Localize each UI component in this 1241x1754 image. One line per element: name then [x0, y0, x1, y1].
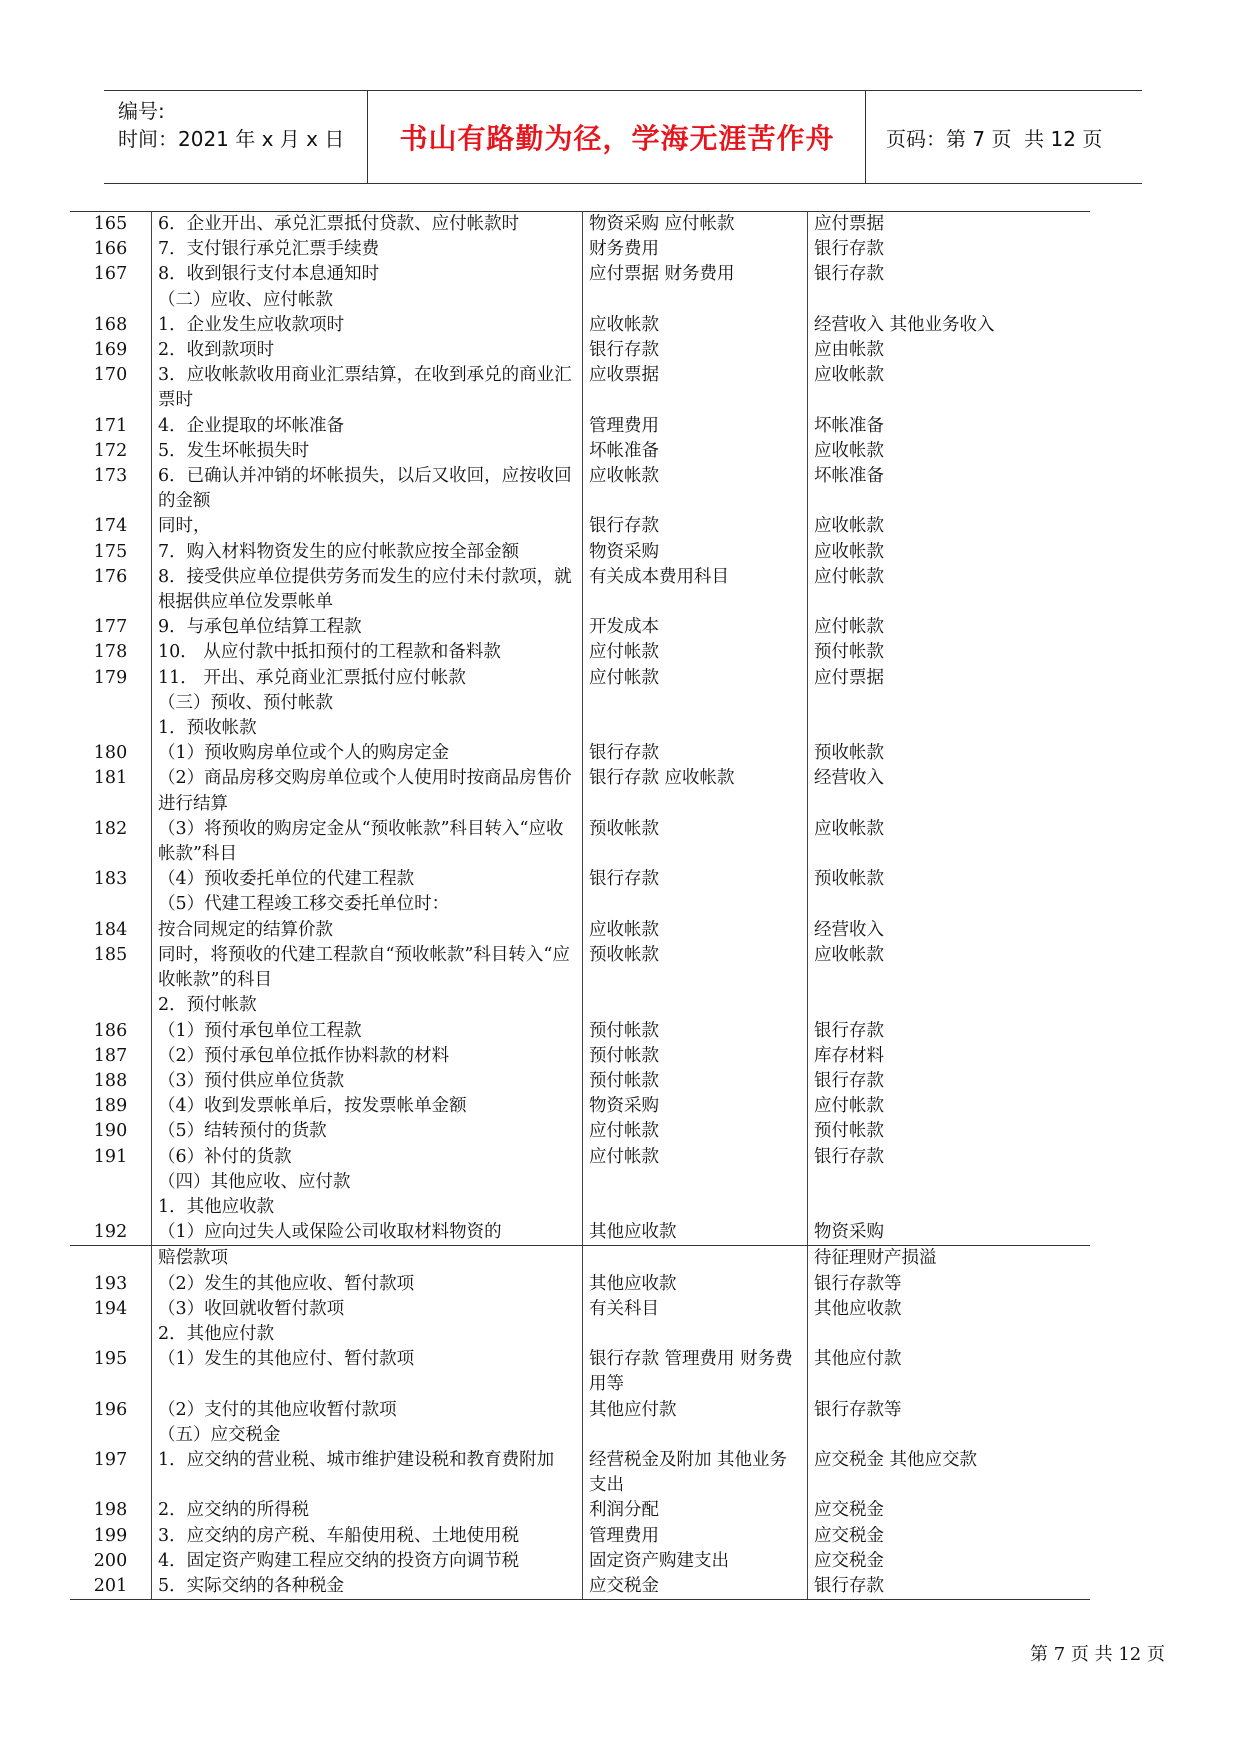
row-credit: 库存材料 — [814, 1045, 884, 1066]
table-row — [70, 615, 1090, 640]
row-description: 赔偿款项 — [152, 1246, 583, 1272]
row-number: 178 — [70, 640, 152, 665]
row-number: 172 — [70, 439, 152, 464]
row-description: 2．预付帐款 — [152, 993, 583, 1018]
row-number: 191 — [70, 1145, 152, 1170]
table-row — [70, 1524, 1090, 1549]
row-debit: 预付帐款 — [583, 1044, 808, 1069]
row-debit: 应付帐款 — [583, 1119, 808, 1144]
row-credit: 应收帐款 — [814, 818, 884, 839]
row-debit: 利润分配 — [583, 1498, 808, 1523]
row-number: 193 — [70, 1272, 152, 1297]
row-debit: 银行存款 — [583, 338, 808, 363]
row-debit: 管理费用 — [583, 1524, 808, 1549]
row-description: （2）商品房移交购房单位或个人使用时按商品房售价进行结算 — [152, 766, 583, 816]
row-description: （四）其他应收、应付款 — [152, 1170, 583, 1195]
row-credit: 银行存款 — [814, 1146, 884, 1167]
row-debit — [583, 1246, 808, 1272]
row-credit: 预收帐款 — [814, 743, 884, 764]
row-credit: 其他应付款 — [814, 1349, 902, 1370]
row-number: 177 — [70, 615, 152, 640]
row-number: 167 — [70, 262, 152, 287]
motto: 书山有路勤为径，学海无涯苦作舟 — [399, 122, 835, 155]
row-debit: 预收帐款 — [583, 943, 808, 993]
row-description: 10． 从应付款中抵扣预付的工程款和备料款 — [152, 640, 583, 665]
row-description: 5．发生坏帐损失时 — [152, 439, 583, 464]
row-credit: 应付帐款 — [814, 1096, 884, 1117]
row-debit — [583, 1322, 808, 1347]
row-number: 196 — [70, 1398, 152, 1423]
row-description: 同时，将预收的代建工程款自“预收帐款”科目转入“应收帐款”的科目 — [152, 943, 583, 993]
row-credit: 应付帐款 — [814, 566, 884, 587]
row-number: 181 — [70, 766, 152, 816]
row-number: 176 — [70, 565, 152, 615]
table-row — [70, 540, 1090, 565]
row-number: 183 — [70, 867, 152, 892]
row-number — [70, 1423, 152, 1448]
table-row — [70, 237, 1090, 262]
row-description: 8．收到银行支付本息通知时 — [152, 262, 583, 287]
row-description: 9．与承包单位结算工程款 — [152, 615, 583, 640]
table-row — [70, 918, 1090, 943]
row-description: （五）应交税金 — [152, 1423, 583, 1448]
row-number: 192 — [70, 1220, 152, 1246]
row-debit: 应收帐款 — [583, 464, 808, 514]
row-debit: 银行存款 应收帐款 — [583, 766, 808, 816]
row-credit: 坏帐准备 — [814, 466, 884, 487]
row-number: 184 — [70, 918, 152, 943]
table-row — [70, 1170, 1090, 1195]
row-credit: 银行存款 — [814, 1070, 884, 1091]
row-debit: 预付帐款 — [583, 1019, 808, 1044]
table-row — [70, 1069, 1090, 1094]
journal-entries-table — [70, 211, 1090, 1600]
row-credit: 预付帐款 — [814, 1121, 884, 1142]
row-number: 185 — [70, 943, 152, 993]
row-debit: 银行存款 管理费用 财务费用等 — [583, 1347, 808, 1397]
row-number: 173 — [70, 464, 152, 514]
row-debit — [583, 691, 808, 716]
row-number — [70, 993, 152, 1018]
row-credit — [808, 993, 1091, 1018]
row-description: （3）收回就收暂付款项 — [152, 1297, 583, 1322]
row-debit: 应付帐款 — [583, 640, 808, 665]
table-row — [70, 439, 1090, 464]
row-description: （4）收到发票帐单后，按发票帐单金额 — [152, 1094, 583, 1119]
row-credit: 应收帐款 — [814, 365, 884, 386]
row-debit: 坏帐准备 — [583, 439, 808, 464]
row-number: 174 — [70, 514, 152, 539]
row-description: （3）将预收的购房定金从“预收帐款”科目转入“应收帐款”科目 — [152, 817, 583, 867]
row-credit: 银行存款 — [814, 239, 884, 260]
row-number: 171 — [70, 414, 152, 439]
row-debit: 应收票据 — [583, 363, 808, 413]
row-credit — [808, 716, 1091, 741]
row-debit — [583, 892, 808, 917]
row-number: 200 — [70, 1549, 152, 1574]
row-number — [70, 691, 152, 716]
row-credit: 其他应收款 — [814, 1298, 902, 1319]
row-description: 1．应交纳的营业税、城市维护建设税和教育费附加 — [152, 1448, 583, 1498]
row-description: （三）预收、预付帐款 — [152, 691, 583, 716]
row-credit: 应交税金 — [814, 1525, 884, 1546]
row-debit — [583, 1195, 808, 1220]
row-credit: 经营收入 — [814, 768, 884, 789]
row-description: （1）预收购房单位或个人的购房定金 — [152, 741, 583, 766]
row-description: 4．企业提取的坏帐准备 — [152, 414, 583, 439]
row-description: （6）补付的货款 — [152, 1145, 583, 1170]
table-row — [70, 892, 1090, 917]
row-number — [70, 288, 152, 313]
row-debit: 银行存款 — [583, 741, 808, 766]
row-debit: 预付帐款 — [583, 1069, 808, 1094]
row-number: 201 — [70, 1574, 152, 1600]
row-number — [70, 1170, 152, 1195]
row-number: 180 — [70, 741, 152, 766]
row-description: 1．企业发生应收款项时 — [152, 313, 583, 338]
row-credit — [808, 1195, 1091, 1220]
row-credit: 银行存款等 — [814, 1273, 902, 1294]
table-row — [70, 1272, 1090, 1297]
row-credit: 应收帐款 — [814, 944, 884, 965]
row-description: 7．购入材料物资发生的应付帐款应按全部金额 — [152, 540, 583, 565]
row-description: （4）预收委托单位的代建工程款 — [152, 867, 583, 892]
row-number — [70, 892, 152, 917]
row-number: 190 — [70, 1119, 152, 1144]
table-row — [70, 766, 1090, 816]
row-number: 170 — [70, 363, 152, 413]
table-row — [70, 464, 1090, 514]
row-credit: 经营收入 — [814, 919, 884, 940]
table-row — [70, 1044, 1090, 1069]
row-debit: 其他应收款 — [583, 1272, 808, 1297]
row-description: 2．收到款项时 — [152, 338, 583, 363]
row-credit: 物资采购 — [808, 1220, 1091, 1246]
table-row — [70, 1448, 1090, 1498]
row-credit: 银行存款 — [814, 264, 884, 285]
page-header — [104, 90, 1142, 184]
row-description: （2）发生的其他应收、暂付款项 — [152, 1272, 583, 1297]
row-credit: 应收帐款 — [814, 440, 884, 461]
table-row — [70, 338, 1090, 363]
row-credit: 坏帐准备 — [814, 415, 884, 436]
row-debit: 固定资产购建支出 — [583, 1549, 808, 1574]
table-row — [70, 1574, 1090, 1600]
page-footer: 第 7 页 共 12 页 — [1030, 1644, 1165, 1665]
table-row — [70, 212, 1090, 238]
table-row — [70, 1094, 1090, 1119]
row-credit: 预收帐款 — [814, 869, 884, 890]
header-divider — [865, 91, 866, 183]
row-description: （2）预付承包单位抵作协料款的材料 — [152, 1044, 583, 1069]
table-row — [70, 414, 1090, 439]
table-row — [70, 1549, 1090, 1574]
row-number — [70, 1322, 152, 1347]
table-row — [70, 1398, 1090, 1423]
row-credit: 银行存款等 — [814, 1399, 902, 1420]
row-description: 2．其他应付款 — [152, 1322, 583, 1347]
table-row — [70, 565, 1090, 615]
row-debit: 物资采购 — [583, 1094, 808, 1119]
header-meta — [118, 97, 344, 153]
row-debit: 应交税金 — [583, 1574, 808, 1600]
table-row — [70, 1322, 1090, 1347]
row-number: 165 — [70, 212, 152, 238]
page-code: 页码：第 7 页 共 12 页 — [886, 126, 1103, 151]
row-description: 6．企业开出、承兑汇票抵付贷款、应付帐款时 — [152, 212, 583, 238]
row-credit: 应由帐款 — [814, 340, 884, 361]
row-debit — [583, 288, 808, 313]
row-description: （2）支付的其他应收暂付款项 — [152, 1398, 583, 1423]
table-row — [70, 741, 1090, 766]
row-debit: 应付帐款 — [583, 1145, 808, 1170]
row-description: 3．应交纳的房产税、车船使用税、土地使用税 — [152, 1524, 583, 1549]
row-debit: 物资采购 — [583, 540, 808, 565]
row-description: 7．支付银行承兑汇票手续费 — [152, 237, 583, 262]
time-label: 时间：2021 年 x 月 x 日 — [118, 127, 345, 151]
table-row — [70, 1423, 1090, 1448]
number-label: 编号: — [118, 99, 165, 123]
row-description: 同时， — [152, 514, 583, 539]
row-credit: 应收帐款 — [814, 541, 884, 562]
row-debit — [583, 1170, 808, 1195]
table-row — [70, 817, 1090, 867]
row-number: 194 — [70, 1297, 152, 1322]
row-credit — [808, 691, 1091, 716]
row-description: （二）应收、应付帐款 — [152, 288, 583, 313]
row-debit: 应付票据 财务费用 — [583, 262, 808, 287]
row-debit: 开发成本 — [583, 615, 808, 640]
row-number — [70, 716, 152, 741]
row-debit: 有关成本费用科目 — [583, 565, 808, 615]
row-debit: 其他应付款 — [583, 1398, 808, 1423]
row-description: 1．预收帐款 — [152, 716, 583, 741]
header-divider — [367, 91, 368, 183]
row-description: （3）预付供应单位货款 — [152, 1069, 583, 1094]
row-number — [70, 1246, 152, 1272]
row-description: 1．其他应收款 — [152, 1195, 583, 1220]
row-credit: 应交税金 其他应交款 — [814, 1449, 978, 1470]
table-row — [70, 691, 1090, 716]
table-row — [70, 363, 1090, 413]
table-row — [70, 1119, 1090, 1144]
row-debit: 银行存款 — [583, 867, 808, 892]
row-description: （1）预付承包单位工程款 — [152, 1019, 583, 1044]
row-number: 197 — [70, 1448, 152, 1498]
row-description: 6．已确认并冲销的坏帐损失，以后又收回，应按收回的金额 — [152, 464, 583, 514]
row-number: 188 — [70, 1069, 152, 1094]
row-description: （1）发生的其他应付、暂付款项 — [152, 1347, 583, 1397]
row-debit — [583, 1423, 808, 1448]
row-description: 5．实际交纳的各种税金 — [152, 1574, 583, 1600]
row-number: 198 — [70, 1498, 152, 1523]
row-description: 11． 开出、承兑商业汇票抵付应付帐款 — [152, 666, 583, 691]
row-description: 8．接受供应单位提供劳务而发生的应付未付款项，就根据供应单位发票帐单 — [152, 565, 583, 615]
row-credit: 银行存款 — [808, 1574, 1091, 1600]
row-description: （5）结转预付的货款 — [152, 1119, 583, 1144]
table-row — [70, 640, 1090, 665]
row-credit: 应收帐款 — [814, 516, 884, 537]
row-number: 175 — [70, 540, 152, 565]
row-credit: 应交税金 — [814, 1550, 884, 1571]
table-row — [70, 262, 1090, 287]
table-row — [70, 1220, 1090, 1246]
row-debit: 财务费用 — [583, 237, 808, 262]
table-row — [70, 1195, 1090, 1220]
row-number: 187 — [70, 1044, 152, 1069]
row-credit: 银行存款 — [814, 1020, 884, 1041]
row-number: 182 — [70, 817, 152, 867]
row-debit: 管理费用 — [583, 414, 808, 439]
row-credit — [808, 288, 1091, 313]
table-row — [70, 716, 1090, 741]
table-row — [70, 1246, 1090, 1272]
table-row — [70, 1498, 1090, 1523]
table-row — [70, 1145, 1090, 1170]
row-debit: 预收帐款 — [583, 817, 808, 867]
row-debit — [583, 716, 808, 741]
row-debit: 有关科目 — [583, 1297, 808, 1322]
table-row — [70, 993, 1090, 1018]
table-row — [70, 1297, 1090, 1322]
row-description: （5）代建工程竣工移交委托单位时： — [152, 892, 583, 917]
row-debit: 应收帐款 — [583, 313, 808, 338]
row-number: 166 — [70, 237, 152, 262]
row-debit: 应付帐款 — [583, 666, 808, 691]
row-number: 199 — [70, 1524, 152, 1549]
row-number: 168 — [70, 313, 152, 338]
row-number: 169 — [70, 338, 152, 363]
row-debit: 其他应收款 — [583, 1220, 808, 1246]
row-debit: 应收帐款 — [583, 918, 808, 943]
row-description: 按合同规定的结算价款 — [152, 918, 583, 943]
table-row — [70, 288, 1090, 313]
table-row — [70, 313, 1090, 338]
row-debit: 物资采购 应付帐款 — [583, 212, 808, 238]
row-description: 2．应交纳的所得税 — [152, 1498, 583, 1523]
row-credit: 预付帐款 — [814, 642, 884, 663]
table-row — [70, 867, 1090, 892]
row-debit — [583, 993, 808, 1018]
row-number: 186 — [70, 1019, 152, 1044]
table-row — [70, 1019, 1090, 1044]
row-debit: 经营税金及附加 其他业务支出 — [583, 1448, 808, 1498]
row-number: 195 — [70, 1347, 152, 1397]
table-row — [70, 666, 1090, 691]
table-row — [70, 514, 1090, 539]
row-number: 179 — [70, 666, 152, 691]
row-debit: 银行存款 — [583, 514, 808, 539]
row-credit: 应付票据 — [808, 212, 1091, 238]
row-number: 189 — [70, 1094, 152, 1119]
row-number — [70, 1195, 152, 1220]
row-credit — [808, 1170, 1091, 1195]
row-credit — [808, 892, 1091, 917]
row-credit: 待征理财产损溢 — [814, 1248, 937, 1269]
row-credit: 应付票据 — [814, 667, 884, 688]
row-credit: 应付帐款 — [814, 617, 884, 638]
row-description: （1）应向过失人或保险公司收取材料物资的 — [152, 1220, 583, 1246]
table-row — [70, 1347, 1090, 1397]
row-description: 4．固定资产购建工程应交纳的投资方向调节税 — [152, 1549, 583, 1574]
row-credit: 经营收入 其他业务收入 — [814, 314, 995, 335]
table-row — [70, 943, 1090, 993]
row-description: 3．应收帐款收用商业汇票结算，在收到承兑的商业汇票时 — [152, 363, 583, 413]
row-credit: 应交税金 — [814, 1500, 884, 1521]
row-credit — [808, 1322, 1091, 1347]
row-credit — [808, 1423, 1091, 1448]
